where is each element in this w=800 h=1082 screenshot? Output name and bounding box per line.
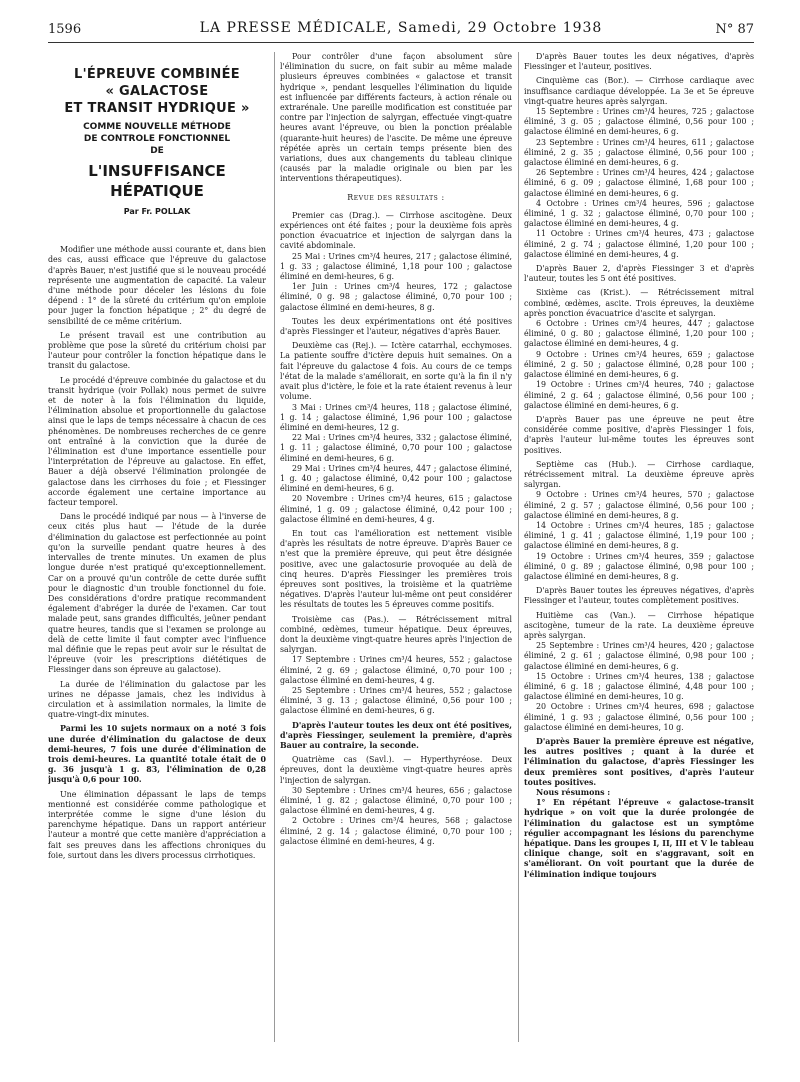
subtitle-line-3: DE <box>150 146 164 156</box>
case-data: 23 Septembre : Urines cm³/4 heures, 611 ; galactose éliminé, 2 g. 35 ; galactose éliminé, 0,56 pour 100 ; galactose éliminé en demi-heures, 6 g. <box>524 137 754 168</box>
case-data: 19 Octobre : Urines cm³/4 heures, 740 ; galactose éliminé, 2 g. 64 ; galactose éliminé, 0,56 pour 100 ; galactose éliminé en demi-heures, 6 g. <box>524 380 754 410</box>
column-1 <box>48 52 266 1042</box>
case-data: 14 Octobre : Urines cm³/4 heures, 185 ; galactose éliminé, 1 g. 41 ; galactose éliminé, 1,19 pour 100 ; galactose éliminé en demi-heures, 8 g. <box>524 520 754 551</box>
case-data: 25 Septembre : Urines cm³/4 heures, 420 ; galactose éliminé, 2 g. 61 ; galactose éliminé, 0,98 pour 100 ; galactose éliminé en demi-heures, 6 g. <box>524 641 754 671</box>
case-conclusion: Toutes les deux expérimentations ont été positives d'après Fiessinger et l'auteur, négatives d'après Bauer. <box>280 316 512 337</box>
case-data: 4 Octobre : Urines cm³/4 heures, 596 ; galactose éliminé, 1 g. 32 ; galactose éliminé, 0,70 pour 100 ; galactose éliminé en demi-heures, 4 g. <box>524 198 754 229</box>
case-data: 15 Octobre : Urines cm³/4 heures, 138 ; galactose éliminé, 6 g. 18 ; galactose éliminé, 4,48 pour 100 ; galactose éliminé en demi-heures, 10 g. <box>524 671 754 702</box>
paragraph: La durée de l'élimination du galactose par les urines ne dépasse jamais, chez les individus à circulation et à assimilation normales, la limite de quatre-vingt-dix minutes. <box>48 679 266 720</box>
title-line-3: ET TRANSIT HYDRIQUE » <box>64 101 250 116</box>
title-line-2: « GALACTOSE <box>105 84 209 99</box>
case-data: 30 Septembre : Urines cm³/4 heures, 656 ; galactose éliminé, 1 g. 82 ; galactose éliminé, 0,70 pour 100 ; galactose éliminé en demi-heures, 4 g. <box>280 785 512 816</box>
case-data: 1er Juin : Urines cm³/4 heures, 172 ; galactose éliminé, 0 g. 98 ; galactose éliminé, 0,70 pour 100 ; galactose éliminé en demi-heures, 8 g. <box>280 282 512 312</box>
column-rule-right <box>518 52 519 1042</box>
case-data: 2 Octobre : Urines cm³/4 heures, 568 ; galactose éliminé, 2 g. 14 ; galactose éliminé, 0,70 pour 100 ; galactose éliminé en demi-heures, 4 g. <box>280 816 512 846</box>
case-conclusion: D'après Bauer toutes les deux négatives, d'après Fiessinger et l'auteur, positives. <box>524 52 754 72</box>
page-number: 1596 <box>48 22 82 37</box>
summary-point: 1° En répétant l'épreuve « galactose-transit hydrique » on voit que la durée prolongée de l'élimination du galactose est un symptôme régulier accompagnant les lésions du parenchyme hépatique. Dans les groupes I, II, III et V le tableau clinique change, soit en s'aggravant, soit en s'améliorant. On voit pourtant que la durée de l'élimination indique toujours <box>524 798 754 879</box>
case-data: 17 Septembre : Urines cm³/4 heures, 552 ; galactose éliminé, 2 g. 69 ; galactose éliminé, 0,70 pour 100 ; galactose éliminé en demi-heures, 4 g. <box>280 655 512 685</box>
case-description: Septième cas (Hub.). — Cirrhose cardiaque, rétrécissement mitral. La deuxième épreuve après salyrgan. <box>524 459 754 490</box>
title-line-1: L'ÉPREUVE COMBINÉE <box>74 67 240 82</box>
case-description: Troisième cas (Pas.). — Rétrécissement mitral combiné, œdèmes, tumeur hépatique. Deux épreuves, dont la deuxième vingt-quatre heures après l'injection de salyrgan. <box>280 614 512 655</box>
summary-intro: Nous résumons : <box>536 788 611 798</box>
case-data: 6 Octobre : Urines cm³/4 heures, 447 ; galactose éliminé, 0 g. 80 ; galactose éliminé, 1,20 pour 100 ; galactose éliminé en demi-heures, 4 g. <box>524 319 754 349</box>
case-description: Cinquième cas (Bor.). — Cirrhose cardiaque avec insuffisance cardiaque développée. La 3e et 5e épreuve vingt-quatre heures après salyrgan. <box>524 76 754 106</box>
case-description: Sixième cas (Krist.). — Rétrécissement mitral combiné, œdèmes, ascite. Trois épreuves, la deuxième après ponction évacuatrice d'ascite et salyrgan. <box>524 288 754 318</box>
case-data: 19 Octobre : Urines cm³/4 heures, 359 ; galactose éliminé, 0 g. 89 ; galactose éliminé, 0,98 pour 100 ; galactose éliminé en demi-heures, 8 g. <box>524 551 754 581</box>
case-description: Premier cas (Drag.). — Cirrhose ascitogène. Deux expériences ont été faites ; pour la deuxième fois après ponction évacuatrice et injection de salyrgan dans la cavité abdominale. <box>280 210 512 251</box>
section-heading: Revue des résultats : <box>347 192 445 202</box>
paragraph: Une élimination dépassant le laps de temps mentionné est considérée comme pathologique et interprétée comme le signe d'une lésion du parenchyme hépatique. Dans un rapport antérieur l'auteur a montré que cette manière d'appréciation a fait ses preuves dans les affections chroniques du foie, surtout dans les divers processus cirrhotiques. <box>48 789 266 860</box>
case-data: 29 Mai : Urines cm³/4 heures, 447 ; galactose éliminé, 1 g. 40 ; galactose éliminé, 0,42 pour 100 ; galactose éliminé en demi-heures, 6 g. <box>280 463 512 494</box>
issue-number: N° 87 <box>715 22 754 37</box>
column-3 <box>524 52 754 1042</box>
case-data: 15 Septembre : Urines cm³/4 heures, 725 ; galactose éliminé, 3 g. 05 ; galactose éliminé, 0,56 pour 100 ; galactose éliminé en demi-heures, 6 g. <box>524 107 754 137</box>
case-data: 9 Octobre : Urines cm³/4 heures, 659 ; galactose éliminé, 2 g. 50 ; galactose éliminé, 0,28 pour 100 ; galactose éliminé en demi-heures, 6 g. <box>524 349 754 380</box>
paragraph: Le procédé d'épreuve combinée du galactose et du transit hydrique (voir Pollak) nous permet de suivre et de noter à la fois l'élimination du liquide, l'élimination absolue et proportionnelle du galactose ainsi que le laps de temps nécessaire à chacun de ces phénomènes. De nombreuses recherches de ce genre ont entraîné à la conviction que la durée de l'élimination est d'une importance essentielle pour l'interprétation de l'épreuve au galactose. En effet, Bauer a déjà observé l'élimination prolongée de galactose dans les cirrhoses du foie ; et Fiessinger accorde également une certaine importance au facteur temporel. <box>48 375 266 508</box>
journal-title: LA PRESSE MÉDICALE, Samedi, 29 Octobre 1938 <box>199 20 603 36</box>
case-data: 22 Mai : Urines cm³/4 heures, 332 ; galactose éliminé, 1 g. 11 ; galactose éliminé, 0,70 pour 100 ; galactose éliminé en demi-heures, 6 g. <box>280 433 512 463</box>
case-conclusion: D'après Bauer la première épreuve est négative, les autres positives ; quant à la durée et l'élimination du galactose, d'après Fiessinger les deux premières sont positives, d'après l'auteur toutes positives. <box>524 737 754 787</box>
case-data: 26 Septembre : Urines cm³/4 heures, 424 ; galactose éliminé, 6 g. 09 ; galactose éliminé, 1,68 pour 100 ; galactose éliminé en demi-heures, 6 g. <box>524 168 754 198</box>
case-description: Quatrième cas (Savl.). — Hyperthyréose. Deux épreuves, dont la deuxième vingt-quatre heures après l'injection de salyrgan. <box>280 755 512 785</box>
subtitle-line-2: DE CONTROLE FONCTIONNEL <box>83 134 231 144</box>
case-data: 25 Septembre : Urines cm³/4 heures, 552 ; galactose éliminé, 3 g. 13 ; galactose éliminé, 0,56 pour 100 ; galactose éliminé en demi-heures, 6 g. <box>280 685 512 716</box>
title-main: L'INSUFFISANCE HÉPATIQUE <box>88 162 226 200</box>
case-conclusion: En tout cas l'amélioration est nettement visible d'après les résultats de notre épreuve. D'après Bauer ce n'est que la première épreuve, qui peut être désignée positive, avec une galactosurie provoquée au delà de cinq heures. D'après Fiessinger les premières trois épreuves sont positives, la troisième et la quatrième négatives. D'après l'auteur lui-même ont peut considérer les résultats de toutes les 5 épreuves comme positifs. <box>280 528 512 610</box>
column-2 <box>280 52 512 1042</box>
case-data: 20 Octobre : Urines cm³/4 heures, 698 ; galactose éliminé, 1 g. 93 ; galactose éliminé, 0,56 pour 100 ; galactose éliminé en demi-heures, 10 g. <box>524 702 754 732</box>
article-title-block <box>48 52 266 217</box>
paragraph: Parmi les 10 sujets normaux on a noté 3 fois une durée d'élimination du galactose de deux demi-heures, 7 fois une durée d'élimination de trois demi-heures. La quantité totale était de 0 g. 36 jusqu'à 1 g. 83, l'élimination de 0,28 jusqu'à 0,6 pour 100. <box>48 724 266 785</box>
case-description: Deuxième cas (Rej.). — Ictère catarrhal, ecchymoses. La patiente souffre d'ictère depuis huit semaines. On a fait l'épreuve du galactose 4 fois. Au cours de ce temps l'état de la malade s'améliorait, en sorte qu'à la fin il n'y avait plus d'ictère, le foie et la rate étaient revenus à leur volume. <box>280 341 512 402</box>
case-conclusion: D'après l'auteur toutes les deux ont été positives, d'après Fiessinger, seulement la première, d'après Bauer au contraire, la seconde. <box>280 720 512 750</box>
paragraph: Dans le procédé indiqué par nous — à l'inverse de ceux cités plus haut — l'étude de la durée d'élimination du galactose est perfectionnée au point qu'on la surveille pendant quatre heures à des intervalles de trente minutes. Un examen de plus longue durée n'est pratiqué qu'exceptionnellement. Car on a prouvé qu'un contrôle de cette durée suffit pour le diagnostic d'un trouble fonctionnel du foie. Des considérations d'ordre pratique recommandent également d'abréger la durée de l'examen. Car tout malade peut, sans grandes difficultés, jeûner pendant quatre heures, tandis que si l'examen se prolonge au delà de cette limite il faut compter avec l'influence mal définie que le repas peut avoir sur le résultat de l'épreuve (voir les prescriptions diététiques de Fiessinger dans son épreuve au galactose). <box>48 512 266 675</box>
column-rule-left <box>274 52 275 1042</box>
case-data: 9 Octobre : Urines cm³/4 heures, 570 ; galactose éliminé, 2 g. 57 ; galactose éliminé, 0,56 pour 100 ; galactose éliminé en demi-heures, 8 g. <box>524 490 754 520</box>
case-conclusion: D'après Bauer 2, d'après Fiessinger 3 et d'après l'auteur, toutes les 5 ont été positives. <box>524 264 754 284</box>
case-conclusion: D'après Bauer toutes les épreuves négatives, d'après Fiessinger et l'auteur, toutes complètement positives. <box>524 586 754 606</box>
case-data: 3 Mai : Urines cm³/4 heures, 118 ; galactose éliminé, 1 g. 14 ; galactose éliminé, 1,96 pour 100 ; galactose éliminé en demi-heures, 12 g. <box>280 402 512 432</box>
byline: Par Fr. POLLAK <box>123 207 191 216</box>
case-data: 20 Novembre : Urines cm³/4 heures, 615 ; galactose éliminé, 1 g. 09 ; galactose éliminé, 0,42 pour 100 ; galactose éliminé en demi-heures, 4 g. <box>280 494 512 524</box>
paragraph: Le présent travail est une contribution au problème que pose la sûreté du critérium choisi par l'auteur pour contrôler la fonction hépatique dans le transit du galactose. <box>48 330 266 371</box>
case-data: 25 Mai : Urines cm³/4 heures, 217 ; galactose éliminé, 1 g. 33 ; galactose éliminé, 1,18 pour 100 ; galactose éliminé en demi-heures, 6 g. <box>280 251 512 282</box>
subtitle-line-1: COMME NOUVELLE MÉTHODE <box>83 122 231 132</box>
paragraph: Pour contrôler d'une façon absolument sûre l'élimination du sucre, on fait subir au même malade plusieurs épreuves combinées « galactose et transit hydrique », pendant lesquelles l'élimination du liquide est influencée par différents facteurs, à action rénale ou extrarénale. Une pareille modification est constituée par contre par l'injection de salyrgan, effectuée vingt-quatre heures avant l'épreuve, ou bien la ponction préalable (quarante-huit heures) de l'ascite. De même une épreuve répétée après un certain temps présente bien des variations, dues aux changements du tableau clinique (causés par la maladie originale ou bien par les interventions thérapeutiques). <box>280 52 512 184</box>
running-header <box>48 20 754 43</box>
paragraph: Modifier une méthode aussi courante et, dans bien des cas, aussi efficace que l'épreuve du galactose d'après Bauer, n'est justifié que si le nouveau procédé représente une augmentation de capacité. La valeur d'une méthode pour déceler les lésions du foie dépend : 1° de la sûreté du critérium qu'on emploie pour juger la fonction hépatique ; 2° du degré de sensibilité de ce même critérium. <box>48 245 266 326</box>
case-data: 11 Octobre : Urines cm³/4 heures, 473 ; galactose éliminé, 2 g. 74 ; galactose éliminé, 1,20 pour 100 ; galactose éliminé en demi-heures, 4 g. <box>524 229 754 259</box>
case-conclusion: D'après Bauer pas une épreuve ne peut être considérée comme positive, d'après Fiessinger 1 fois, d'après l'auteur lui-même toutes les épreuves sont positives. <box>524 414 754 455</box>
case-description: Huitième cas (Van.). — Cirrhose hépatique ascitogène, tumeur de la rate. La deuxième épreuve après salyrgan. <box>524 610 754 640</box>
